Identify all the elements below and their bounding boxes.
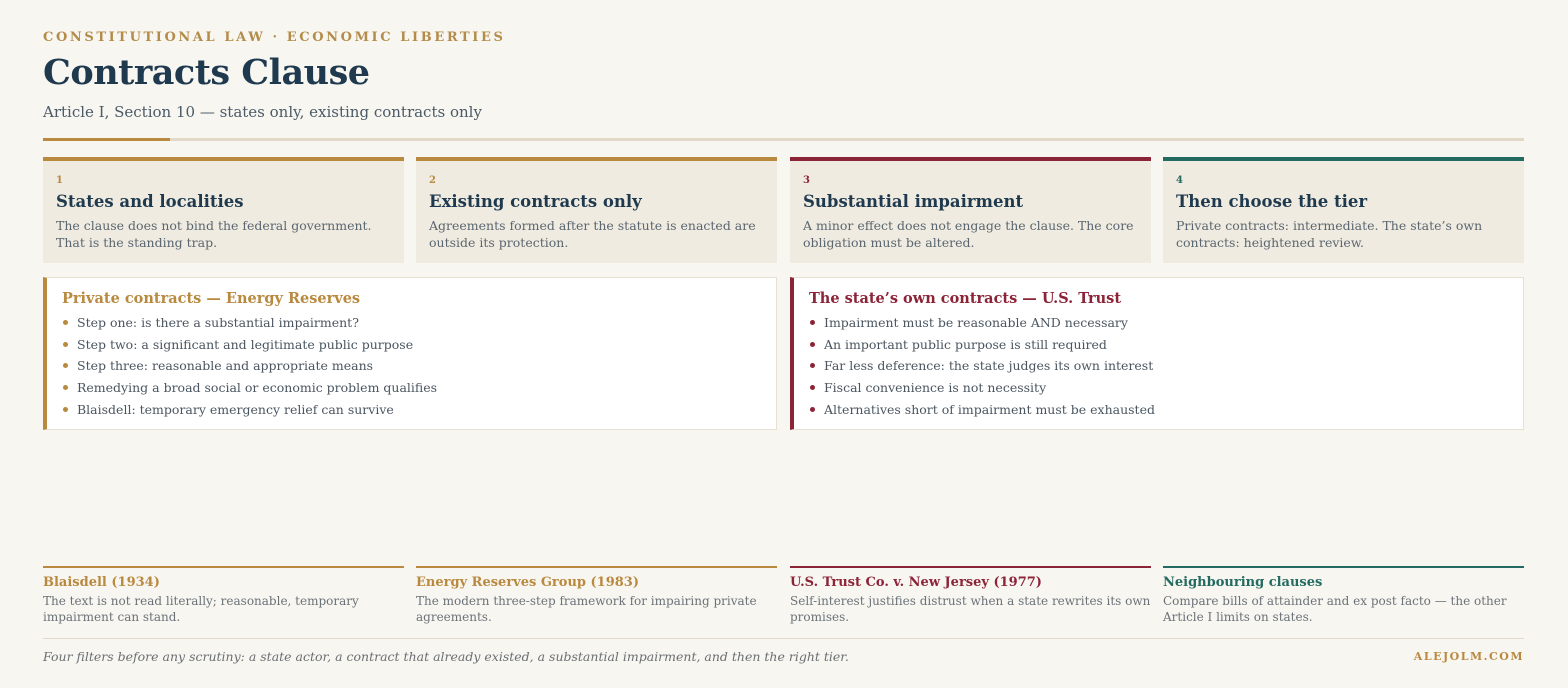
step-card-4 <box>1163 157 1524 263</box>
case-description: The modern three-step framework for impairing private agreements. <box>416 594 757 624</box>
step-card-1 <box>43 157 404 263</box>
panel-list <box>62 312 760 420</box>
case-heading: Energy Reserves Group (1983) <box>416 575 640 590</box>
panel-private-contracts <box>43 277 777 430</box>
case-note-3 <box>790 566 1151 625</box>
bullet-icon <box>63 363 68 368</box>
step-number: 2 <box>429 175 436 186</box>
step-number: 3 <box>803 175 810 186</box>
step-description: A minor effect does not engage the clause. The core obligation must be altered. <box>803 218 1134 250</box>
bullet-icon <box>810 385 815 390</box>
step-description: Private contracts: intermediate. The state’s own contracts: heightened review. <box>1176 218 1483 250</box>
case-note-1 <box>43 566 404 625</box>
list-item: Impairment must be reasonable AND necessary <box>809 312 1507 334</box>
brand-link[interactable]: ALEJOLM.COM <box>1413 650 1524 663</box>
case-heading: Blaisdell (1934) <box>43 575 160 590</box>
case-heading: Neighbouring clauses <box>1163 575 1323 590</box>
case-description: The text is not read literally; reasonable, temporary impairment can stand. <box>43 594 359 624</box>
bullet-icon <box>63 342 68 347</box>
bullet-icon <box>810 363 815 368</box>
header-divider-accent <box>43 138 170 141</box>
list-item: Far less deference: the state judges its own interest <box>809 355 1507 377</box>
case-heading: U.S. Trust Co. v. New Jersey (1977) <box>790 575 1042 590</box>
step-heading: Then choose the tier <box>1176 192 1368 211</box>
step-card-3 <box>790 157 1151 263</box>
footer-summary: Four filters before any scrutiny: a state actor, a contract that already existed, a substantial impairment, and then the right tier. <box>43 649 849 664</box>
list-item: Step three: reasonable and appropriate means <box>62 355 760 377</box>
steps-row <box>43 157 1524 263</box>
page-subtitle: Article I, Section 10 — states only, existing contracts only <box>43 103 482 121</box>
step-description: Agreements formed after the statute is enacted are outside its protection. <box>429 218 756 250</box>
bullet-icon <box>810 320 815 325</box>
list-item: Fiscal convenience is not necessity <box>809 377 1507 399</box>
list-item: Blaisdell: temporary emergency relief can survive <box>62 399 760 421</box>
footer-divider <box>43 638 1524 639</box>
panel-list <box>809 312 1507 420</box>
page-title: Contracts Clause <box>43 52 370 93</box>
step-number: 1 <box>56 175 63 186</box>
bullet-icon <box>810 342 815 347</box>
bullet-icon <box>810 407 815 412</box>
case-description: Self-interest justifies distrust when a state rewrites its own promises. <box>790 594 1151 624</box>
case-note-2 <box>416 566 777 625</box>
panel-heading: The state’s own contracts — U.S. Trust <box>809 290 1122 307</box>
step-heading: Existing contracts only <box>429 192 642 211</box>
case-note-4 <box>1163 566 1524 625</box>
bullet-icon <box>63 320 68 325</box>
bullet-icon <box>63 407 68 412</box>
list-item: An important public purpose is still required <box>809 334 1507 356</box>
step-number: 4 <box>1176 175 1183 186</box>
list-item: Alternatives short of impairment must be exhausted <box>809 399 1507 421</box>
step-heading: States and localities <box>56 192 244 211</box>
kicker: CONSTITUTIONAL LAW · ECONOMIC LIBERTIES <box>43 30 506 45</box>
page <box>43 0 1524 688</box>
header-divider <box>43 138 1524 141</box>
panel-state-contracts <box>790 277 1524 430</box>
case-description: Compare bills of attainder and ex post facto — the other Article I limits on states. <box>1163 594 1507 624</box>
panel-heading: Private contracts — Energy Reserves <box>62 290 361 307</box>
list-item: Remedying a broad social or economic problem qualifies <box>62 377 760 399</box>
step-description: The clause does not bind the federal government. That is the standing trap. <box>56 218 372 250</box>
list-item: Step one: is there a substantial impairment? <box>62 312 760 334</box>
step-card-2 <box>416 157 777 263</box>
list-item: Step two: a significant and legitimate public purpose <box>62 334 760 356</box>
bullet-icon <box>63 385 68 390</box>
step-heading: Substantial impairment <box>803 192 1024 211</box>
